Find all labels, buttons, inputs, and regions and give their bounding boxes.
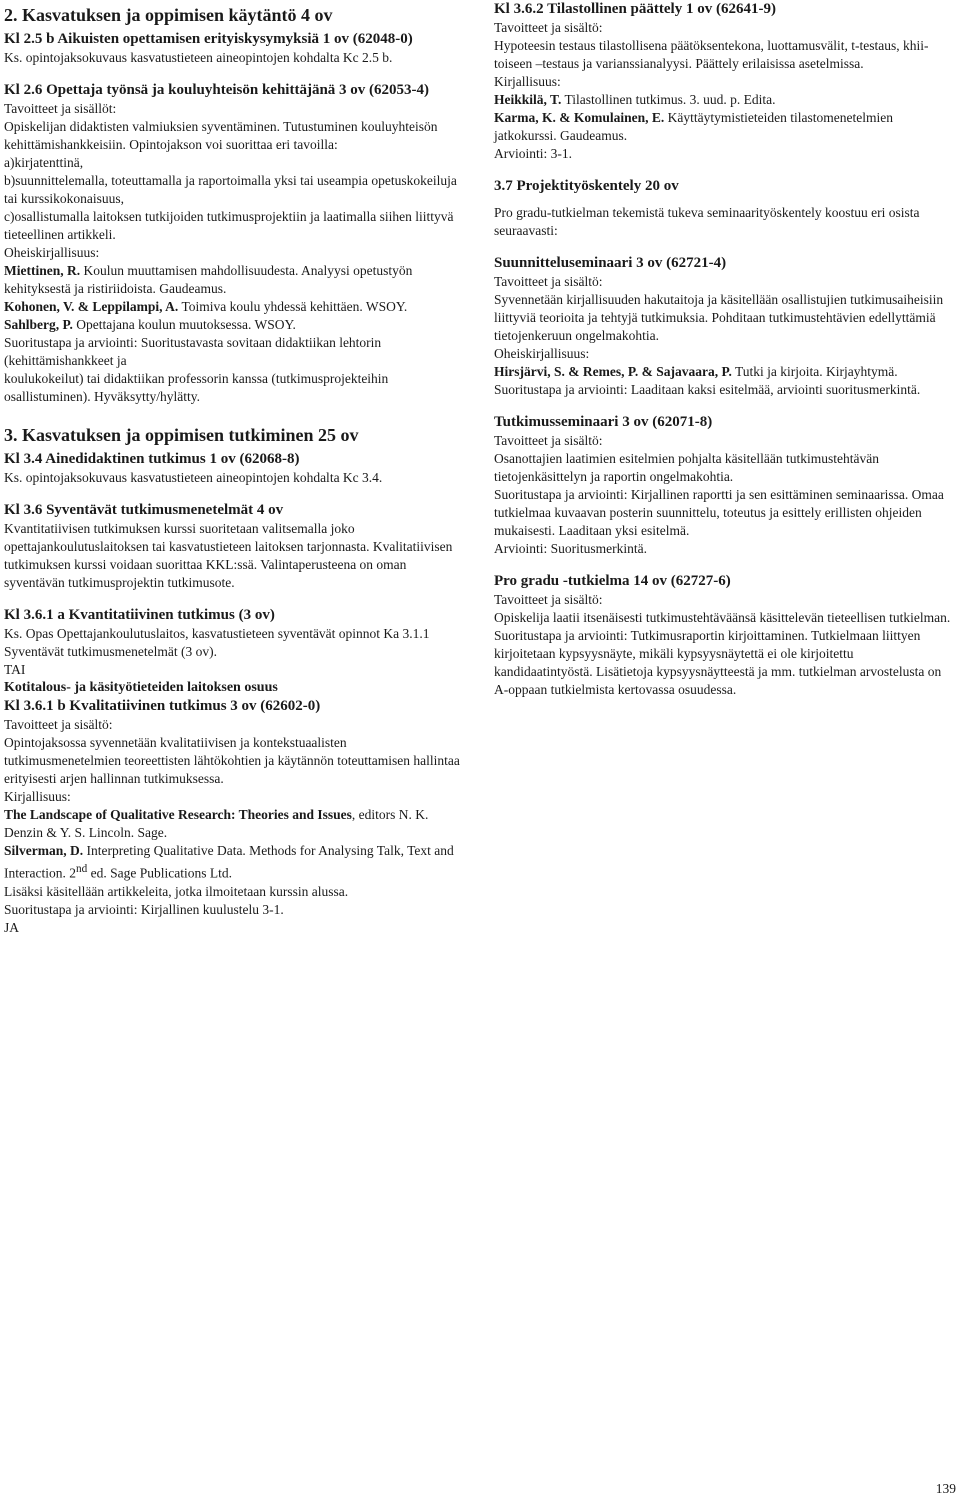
paragraph: Opiskelijan didaktisten valmiuksien syventäminen. Tutustuminen kouluyhteisön kehittämishankkeisiin. Opintojakson voi suorittaa eri tavoilla: <box>4 119 438 152</box>
list-item: a)kirjatenttinä, <box>4 155 84 170</box>
reference <box>494 109 954 145</box>
paragraph: Osanottajien laatimien esitelmien pohjalta käsitellään tutkimustehtävän tietojenkäsittelyn ja raportin ongelmakohtia. <box>494 451 880 484</box>
paragraph: Suoritustapa ja arviointi: Tutkimusraportin kirjoittaminen. Tutkielmaan liittyen kirjoitetaan kypsyysnäyte, mikäli kypsyysnäytettä ei ole kirjoitettu kandidaatintyöstä. Lisätietoja kypsyysnäytteestä ja mm. tutkielman arvostelusta on A-oppaan tutkielmista kertovassa osuudessa. <box>494 628 942 697</box>
label: Kirjallisuus: <box>494 74 561 89</box>
paragraph: Opiskelija laatii itsenäisesti tutkimustehtäväänsä käsittelevän tieteellisen tutkielman. <box>494 610 951 625</box>
reference-author: Heikkilä, T. <box>494 92 562 107</box>
reference <box>4 262 466 298</box>
course-heading: Kl 3.4 Ainedidaktinen tutkimus 1 ov (62068-8) <box>4 451 300 467</box>
course-heading: Kl 3.6.1 b Kvalitatiivinen tutkimus 3 ov (62602-0) <box>4 698 321 714</box>
label: Kirjallisuus: <box>4 789 71 804</box>
reference-text: Interpreting Qualitative Data. Methods for Analysing Talk, Text and Interaction. 2 <box>4 843 454 881</box>
reference-text: Koulun muuttamisen mahdollisuudesta. Analyysi opetustyön kehityksestä ja ristiriidoista. Gaudeamus. <box>4 263 413 296</box>
paragraph: Kvantitatiivisen tutkimuksen kurssi suoritetaan valitsemalla joko opettajankoulutuslaitoksen tai kasvatustieteen laitoksen tarjonnasta. Kvalitatiivisen tutkimuksen kurssi voidaan suorittaa KKL:ssä. Valintaperusteena on oman syventävän tutkimusprojektin tutkimusote. <box>4 521 453 590</box>
left-column <box>4 0 466 937</box>
reference-text: Toimiva koulu yhdessä kehittäen. WSOY. <box>178 299 408 314</box>
right-column <box>494 0 954 699</box>
reference-author: Karma, K. & Komulainen, E. <box>494 110 665 125</box>
course-heading: Suunnitteluseminaari 3 ov (62721-4) <box>494 255 727 271</box>
reference-author: Miettinen, R. <box>4 263 81 278</box>
reference-text: Tutki ja kirjoita. Kirjayhtymä. <box>731 364 898 379</box>
paragraph: koulukokeilut) tai didaktiikan professorin kanssa (tutkimusprojekteihin osallistuminen). Hyväksytty/hylätty. <box>4 371 389 404</box>
paragraph: Arviointi: Suoritusmerkintä. <box>494 541 647 556</box>
paragraph: Hypoteesin testaus tilastollisena päätöksentekona, luottamusvälit, t-testaus, khii-toiseen –testaus ja varianssianalyysi. Päättely erilaisissa asetelmissa. <box>494 38 929 71</box>
page-number: 139 <box>935 1481 956 1496</box>
reference <box>494 91 954 109</box>
paragraph: Suoritustapa ja arviointi: Kirjallinen raportti ja sen esittäminen seminaarissa. Omaa tutkielmaa kuvaavan posterin suunnittelu, toteutus ja esittely erillisten ohjeiden mukaisesti. Laaditaan yksi esitelmä. <box>494 487 944 538</box>
course-heading: Kl 3.6.1 a Kvantitatiivinen tutkimus (3 ov) <box>4 607 275 623</box>
paragraph: Pro gradu-tutkielman tekemistä tukeva seminaarityöskentely koostuu eri osista seuraavasti: <box>494 205 920 238</box>
reference-author: Hirsjärvi, S. & Remes, P. & Sajavaara, P. <box>494 364 732 379</box>
label: Oheiskirjallisuus: <box>4 245 100 260</box>
label: Tavoitteet ja sisältö: <box>494 433 603 448</box>
course-heading: Kl 2.5 b Aikuisten opettamisen erityiskysymyksiä 1 ov (62048-0) <box>4 31 413 47</box>
paragraph: Syvennetään kirjallisuuden hakutaitoja ja käsitellään osallistujien tutkimusaiheisiin liittyviä teorioita ja tehtyjä tutkimuksia. Pohditaan tutkimustehtävien edellyttämiä tietojenkeruun ongelmakohtia. <box>494 292 944 343</box>
paragraph: Ks. opintojaksokuvaus kasvatustieteen aineopintojen kohdalta Kc 2.5 b. <box>4 50 393 65</box>
reference <box>4 316 466 334</box>
reference <box>4 806 466 842</box>
paragraph: Suoritustapa ja arviointi: Laaditaan kaksi esitelmää, arviointi suoritusmerkintä. <box>494 382 921 397</box>
paragraph: Suoritustapa ja arviointi: Suoritustavasta sovitaan didaktiikan lehtorin (kehittämishankkeet ja <box>4 335 382 368</box>
label: Oheiskirjallisuus: <box>494 346 590 361</box>
course-heading: Tutkimusseminaari 3 ov (62071-8) <box>494 414 713 430</box>
paragraph: Suoritustapa ja arviointi: Kirjallinen kuulustelu 3-1. <box>4 901 284 917</box>
paragraph: Arviointi: 3-1. <box>494 146 572 161</box>
section-heading: 3.7 Projektityöskentely 20 ov <box>494 178 679 194</box>
reference <box>4 298 466 316</box>
course-heading: Kl 2.6 Opettaja työnsä ja kouluyhteisön kehittäjänä 3 ov (62053-4) <box>4 82 430 98</box>
paragraph: Ks. Opas Opettajankoulutuslaitos, kasvatustieteen syventävät opinnot Ka 3.1.1 Syventävät tutkimusmenetelmät (3 ov). <box>4 626 430 659</box>
reference-text: ed. Sage Publications Ltd. <box>87 865 232 881</box>
label: Tavoitteet ja sisältö: <box>494 274 603 289</box>
paragraph: Ks. opintojaksokuvaus kasvatustieteen aineopintojen kohdalta Kc 3.4. <box>4 470 383 485</box>
label: Tavoitteet ja sisältö: <box>494 592 603 607</box>
paragraph: JA <box>4 919 20 935</box>
reference-author: Kohonen, V. & Leppilampi, A. <box>4 299 179 314</box>
paragraph: TAI <box>4 662 26 677</box>
course-heading: Pro gradu -tutkielma 14 ov (62727-6) <box>494 573 731 589</box>
reference-author: Sahlberg, P. <box>4 317 73 332</box>
reference-author: Silverman, D. <box>4 843 84 858</box>
reference-title: The Landscape of Qualitative Research: Theories and Issues <box>4 807 352 822</box>
reference-text: Tilastollinen tutkimus. 3. uud. p. Edita. <box>561 92 776 107</box>
list-item: b)suunnittelemalla, toteuttamalla ja raportoimalla yksi tai useampia opetuskokeiluja tai kurssikokonaisuus, <box>4 173 457 206</box>
reference-text: Opettajana koulun muutoksessa. WSOY. <box>72 317 296 332</box>
paragraph: Opintojaksossa syvennetään kvalitatiivisen ja kontekstuaalisten tutkimusmenetelmien teoreettisten lähtökohtien ja käytännön toteuttamisen hallintaa erityisesti arjen hallinnan tutkimuksessa. <box>4 735 460 786</box>
paragraph: Lisäksi käsitellään artikkeleita, jotka ilmoitetaan kurssin alussa. <box>4 883 349 899</box>
section-heading: 3. Kasvatuksen ja oppimisen tutkiminen 25 ov <box>4 425 359 445</box>
course-heading: Kl 3.6.2 Tilastollinen päättely 1 ov (62641-9) <box>494 1 776 17</box>
subheading: Kotitalous- ja käsityötieteiden laitoksen osuus <box>4 680 278 695</box>
course-heading: Kl 3.6 Syventävät tutkimusmenetelmät 4 ov <box>4 502 284 518</box>
reference <box>494 363 954 381</box>
label: Tavoitteet ja sisältö: <box>4 717 113 732</box>
list-item: c)osallistumalla laitoksen tutkijoiden tutkimusprojektiin ja laatimalla siihen liittyvä tieteellinen artikkeli. <box>4 209 454 242</box>
label: Tavoitteet ja sisältö: <box>494 20 603 35</box>
label: Tavoitteet ja sisällöt: <box>4 101 117 116</box>
reference-text: , editors N. K. Denzin & Y. S. Lincoln. Sage. <box>4 807 429 840</box>
reference <box>4 842 466 883</box>
section-heading: 2. Kasvatuksen ja oppimisen käytäntö 4 ov <box>4 5 333 25</box>
superscript: nd <box>75 863 88 875</box>
reference-text: Käyttäytymistieteiden tilastomenetelmien jatkokurssi. Gaudeamus. <box>494 110 893 143</box>
